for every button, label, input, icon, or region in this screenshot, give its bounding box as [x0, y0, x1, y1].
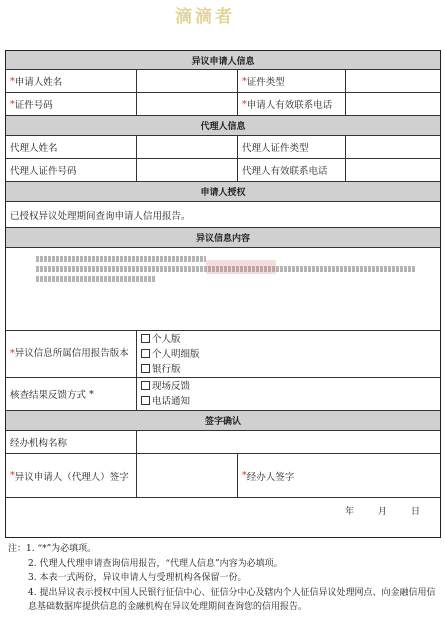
applicant-id-no-field[interactable] — [136, 93, 237, 115]
option-bank[interactable]: 银行版 — [141, 362, 181, 377]
required-mark: * — [89, 388, 94, 400]
applicant-phone-field[interactable] — [345, 93, 442, 115]
feedback-method-row — [6, 378, 440, 411]
applicant-name-label: * 申请人姓名 — [10, 75, 63, 88]
applicant-id-no-label: * 证件号码 — [10, 98, 53, 111]
report-version-label: * 异议信息所属信用报告版本 — [10, 348, 129, 359]
blurred-text-line — [36, 256, 206, 262]
note-2: 2. 代理人代理申请查询信用报告，“代理人信息”内容为必填项。 — [28, 558, 283, 569]
agent-id-no-label: 代理人证件号码 — [10, 166, 77, 177]
applicant-phone-label: * 申请人有效联系电话 — [237, 93, 345, 115]
required-mark: * — [10, 470, 15, 481]
blurred-text-line — [36, 276, 156, 282]
checkbox-icon — [141, 334, 150, 343]
authorization-text: 已授权异议处理期间查询申请人信用报告。 — [10, 210, 191, 222]
option-personal[interactable]: 个人版 — [141, 332, 181, 347]
agent-id-type-label: 代理人证件类型 — [237, 136, 345, 158]
applicant-row-1 — [6, 70, 440, 93]
agency-name-label: 经办机构名称 — [10, 438, 68, 449]
agent-name-field[interactable] — [136, 136, 237, 158]
checkbox-icon — [141, 349, 150, 358]
date-day: 日 — [410, 507, 420, 517]
feedback-method-options — [136, 378, 442, 410]
agent-id-no-field[interactable] — [136, 159, 237, 181]
agency-row — [6, 431, 440, 454]
watermark: 滴滴者 — [175, 7, 235, 27]
applicant-name-field[interactable] — [136, 70, 237, 92]
report-version-options — [136, 331, 442, 377]
option-phone-notice[interactable]: 电话通知 — [141, 394, 190, 409]
agent-row-1 — [6, 136, 440, 159]
report-version-row — [6, 331, 440, 378]
agent-id-type-field[interactable] — [345, 136, 442, 158]
dispute-application-form — [5, 50, 441, 538]
section-header-authorization: 申请人授权 — [6, 182, 440, 202]
required-mark: * — [242, 470, 247, 481]
required-mark: * — [10, 98, 15, 110]
note-1: 注：1. “*”为必填项。 — [8, 544, 97, 554]
applicant-sign-label: * 异议申请人（代理人）签字 — [10, 470, 129, 483]
date-row — [6, 498, 440, 538]
note-4: 4. 提出异议表示授权中国人民银行征信中心、征信分中心及辖内个人征信异议处理网点、向金融信用信息基础数据库提供信息的金融机构在异议处理期间查询您的信用报告。 — [28, 587, 436, 612]
handler-sign-label: * 经办人签字 — [237, 454, 442, 497]
section-header-dispute: 异议信息内容 — [6, 228, 440, 248]
stamp-mark — [206, 260, 276, 274]
section-header-agent: 代理人信息 — [6, 116, 440, 136]
required-mark: * — [10, 348, 15, 359]
date-year: 年 — [344, 507, 354, 517]
applicant-id-type-field[interactable] — [345, 70, 442, 92]
date-fields — [345, 504, 420, 517]
authorization-row — [6, 202, 440, 228]
agent-phone-label: 代理人有效联系电话 — [237, 159, 345, 181]
agent-name-label: 代理人姓名 — [10, 143, 58, 154]
page-title — [0, 17, 445, 41]
checkbox-icon — [141, 381, 150, 390]
checkbox-icon — [141, 364, 150, 373]
note-3: 3. 本表一式两份，异议申请人与受理机构各保留一份。 — [28, 573, 247, 583]
required-mark: * — [10, 75, 15, 87]
option-personal-detailed[interactable]: 个人明细版 — [141, 347, 200, 362]
applicant-sign-field[interactable] — [136, 454, 237, 497]
dispute-content-area[interactable] — [6, 248, 440, 331]
date-month: 月 — [377, 507, 387, 517]
applicant-row-2 — [6, 93, 440, 116]
checkbox-icon — [141, 396, 150, 405]
required-mark: * — [242, 98, 247, 110]
agent-row-2 — [6, 159, 440, 182]
section-header-applicant: 异议申请人信息 — [6, 51, 440, 70]
agent-phone-field[interactable] — [345, 159, 442, 181]
section-header-signature: 签字确认 — [6, 411, 440, 431]
required-mark: * — [242, 75, 247, 87]
signature-row — [6, 454, 440, 498]
applicant-id-type-label: * 证件类型 — [237, 70, 345, 92]
form-notes — [8, 542, 440, 615]
feedback-method-label: 核查结果反馈方式 * — [10, 388, 94, 401]
agency-name-field[interactable] — [136, 431, 442, 453]
option-onsite-feedback[interactable]: 现场反馈 — [141, 379, 190, 394]
